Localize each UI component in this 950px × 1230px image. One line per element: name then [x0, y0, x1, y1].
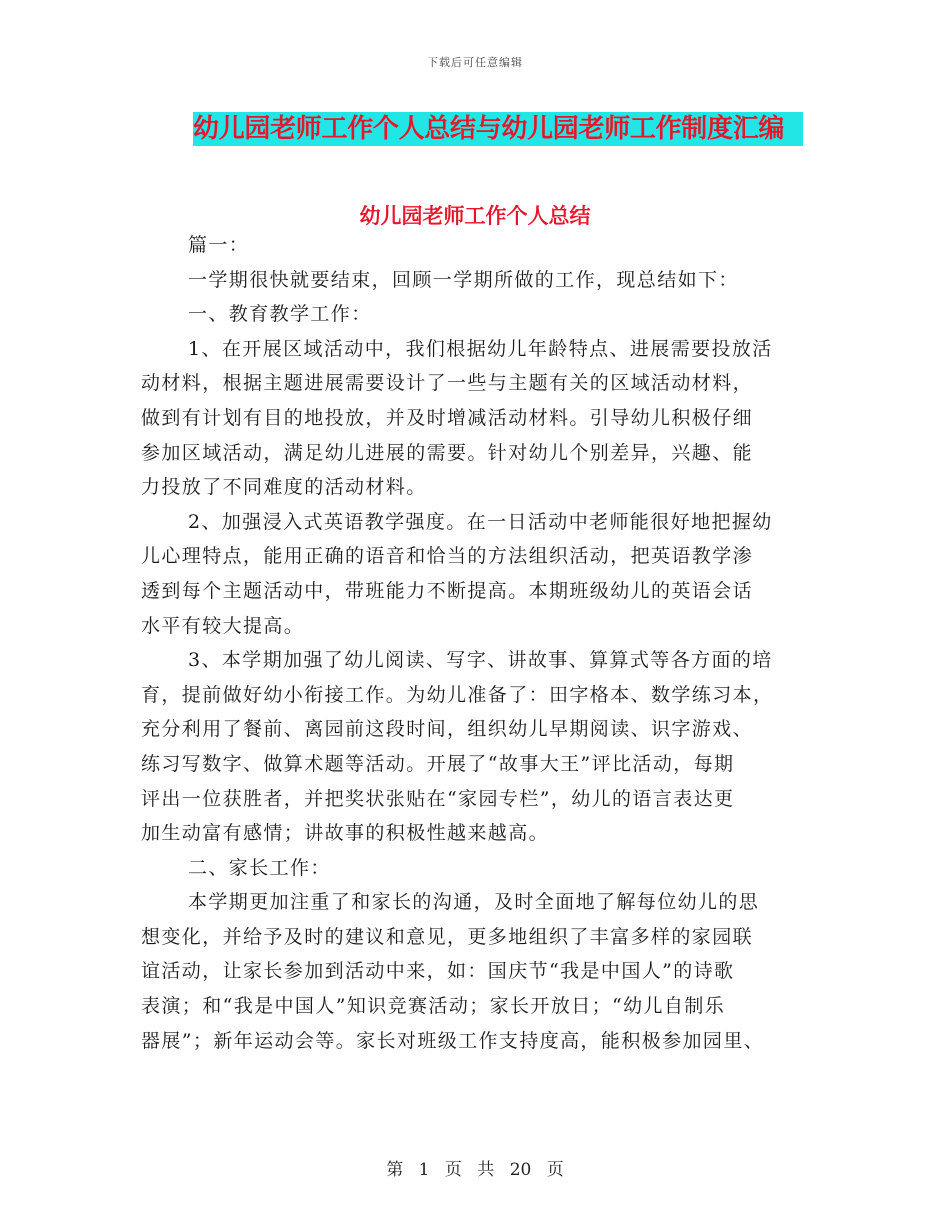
text-line: 加生动富有感情；讲故事的积极性越来越高。 — [141, 822, 550, 845]
footer-total-prefix: 共 — [477, 1160, 495, 1180]
footer-page-current: 1 — [418, 1160, 430, 1180]
text-line: 动材料，根据主题进展需要设计了一些与主题有关的区域活动材料， — [141, 372, 754, 395]
text-line: 力投放了不同难度的活动材料。 — [141, 476, 427, 499]
text-line: 篇一： — [188, 234, 250, 256]
text-line: 1、在开展区域活动中，我们根据幼儿年龄特点、进展需要投放活 — [188, 337, 773, 360]
section-title: 幼儿园老师工作个人总结 — [359, 203, 591, 228]
document-title-highlight — [193, 112, 803, 146]
text-line: 做到有计划有目的地投放，并及时增减活动材料。引导幼儿积极仔细 — [141, 406, 754, 429]
text-line: 水平有较大提高。 — [141, 614, 305, 637]
header-note: 下载后可任意编辑 — [427, 56, 523, 69]
footer-page-prefix: 第 — [386, 1160, 404, 1180]
text-line: 表演；和“我是中国人”知识竞赛活动；家长开放日；“幼儿自制乐 — [141, 995, 726, 1018]
text-line: 参加区域活动，满足幼儿进展的需要。针对幼儿个别差异，兴趣、能 — [141, 441, 754, 464]
document-body — [141, 228, 801, 1058]
page-footer — [0, 1155, 950, 1180]
text-line: 器展”；新年运动会等。家长对班级工作支持度高，能积极参加园里、 — [141, 1029, 765, 1052]
text-line: 3、本学期加强了幼儿阅读、写字、讲故事、算算式等各方面的培 — [188, 649, 773, 672]
text-line: 儿心理特点，能用正确的语音和恰当的方法组织活动，把英语教学渗 — [141, 545, 754, 568]
text-line: 透到每个主题活动中，带班能力不断提高。本期班级幼儿的英语会话 — [141, 579, 754, 602]
footer-page-mid: 页 — [444, 1160, 462, 1180]
text-line: 育，提前做好幼小衔接工作。为幼儿准备了：田字格本、数学练习本， — [141, 683, 774, 706]
text-line: 谊活动，让家长参加到活动中来，如：国庆节“我是中国人”的诗歌 — [141, 960, 735, 983]
footer-page-total: 20 — [509, 1160, 532, 1180]
text-line: 本学期更加注重了和家长的沟通，及时全面地了解每位幼儿的思 — [188, 891, 760, 914]
text-line: 一、教育教学工作： — [188, 303, 372, 326]
text-line: 二、家长工作： — [188, 856, 331, 879]
document-title: 幼儿园老师工作个人总结与幼儿园老师工作制度汇编 — [193, 114, 785, 144]
text-line: 2、加强浸入式英语教学强度。在一日活动中老师能很好地把握幼 — [188, 510, 773, 533]
text-line: 想变化，并给予及时的建议和意见，更多地组织了丰富多样的家园联 — [141, 925, 754, 948]
footer-page-suffix: 页 — [546, 1160, 564, 1180]
text-line: 评出一位获胜者，并把奖状张贴在“家园专栏”，幼儿的语言表达更 — [141, 787, 735, 810]
text-line: 练习写数字、做算术题等活动。开展了“故事大王”评比活动，每期 — [141, 752, 735, 775]
text-line: 一学期很快就要结束，回顾一学期所做的工作，现总结如下： — [188, 268, 739, 291]
text-line: 充分利用了餐前、离园前这段时间，组织幼儿早期阅读、识字游戏、 — [141, 718, 754, 741]
